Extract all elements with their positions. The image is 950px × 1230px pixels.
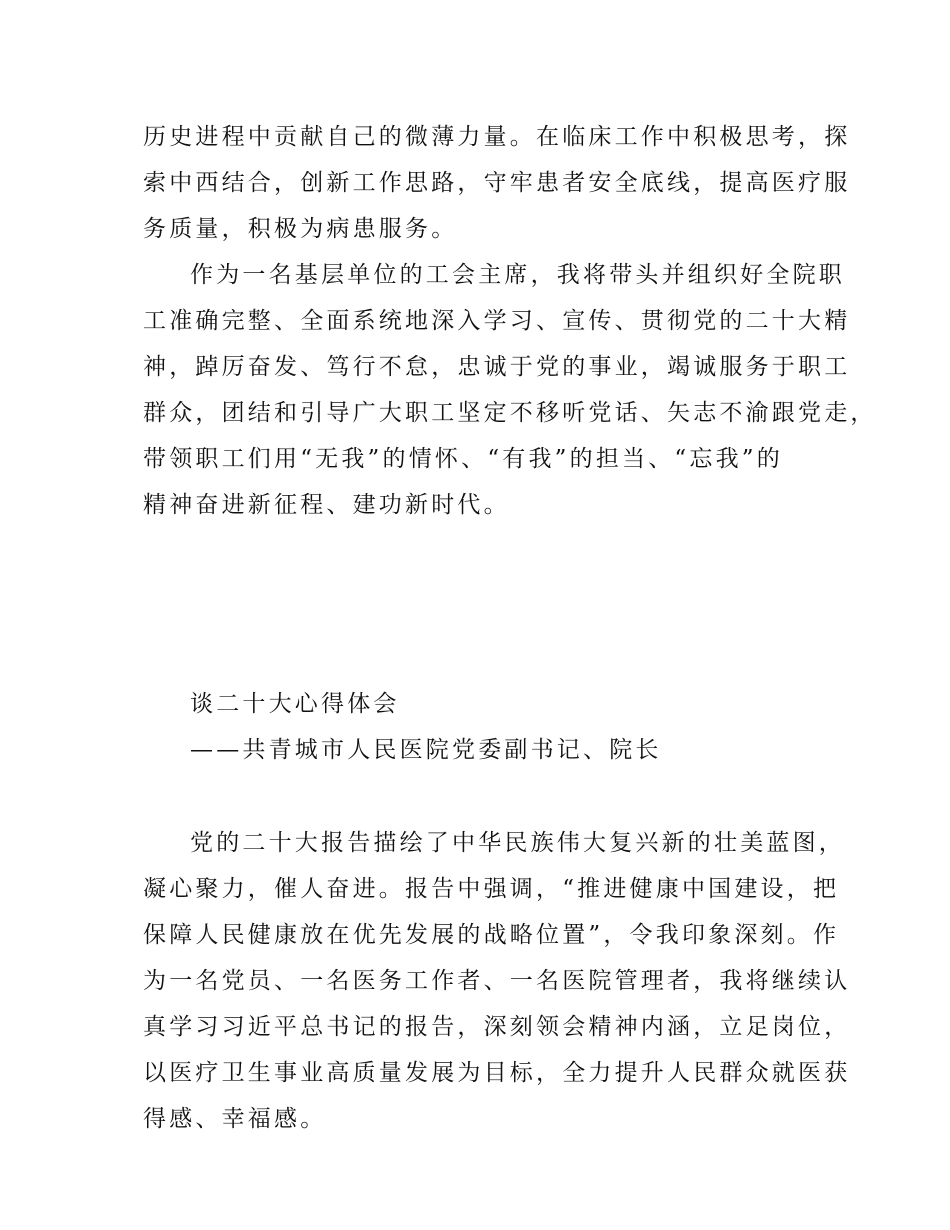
paragraph-line: 索中西结合，创新工作思路，守牢患者安全底线，提高医疗服 (143, 170, 851, 196)
paragraph-line: 保障人民健康放在优先发展的战略位置”，令我印象深刻。作 (143, 922, 840, 948)
paragraph-line: 精神奋进新征程、建功新时代。 (143, 492, 510, 518)
paragraph-line: 得感、幸福感。 (143, 1106, 327, 1132)
paragraph-line: 凝心聚力，催人奋进。报告中强调，“推进健康中国建设，把 (143, 876, 840, 902)
paragraph-line: 工准确完整、全面系统地深入学习、宣传、贯彻党的二十大精 (143, 308, 851, 334)
section-title: 谈二十大心得体会 (190, 691, 400, 717)
paragraph-line: 真学习习近平总书记的报告，深刻领会精神内涵，立足岗位， (143, 1014, 851, 1040)
paragraph-line: 务质量，积极为病患服务。 (143, 216, 458, 242)
paragraph-line: 群众，团结和引导广大职工坚定不移听党话、矢志不渝跟党走， (143, 400, 877, 426)
paragraph-line: 历史进程中贡献自己的微薄力量。在临床工作中积极思考，探 (143, 124, 851, 150)
section-subtitle: ——共青城市人民医院党委副书记、院长 (190, 737, 662, 763)
paragraph-line: 党的二十大报告描绘了中华民族伟大复兴新的壮美蓝图， (190, 830, 845, 856)
paragraph-line: 神，踔厉奋发、笃行不怠，忠诚于党的事业，竭诚服务于职工 (143, 354, 851, 380)
paragraph-line: 以医疗卫生事业高质量发展为目标，全力提升人民群众就医获 (143, 1060, 851, 1086)
paragraph-line: 带领职工们用“无我”的情怀、“有我”的担当、“忘我”的 (143, 446, 783, 472)
paragraph-line: 作为一名基层单位的工会主席，我将带头并组织好全院职 (190, 262, 845, 288)
paragraph-line: 为一名党员、一名医务工作者、一名医院管理者，我将继续认 (143, 968, 851, 994)
